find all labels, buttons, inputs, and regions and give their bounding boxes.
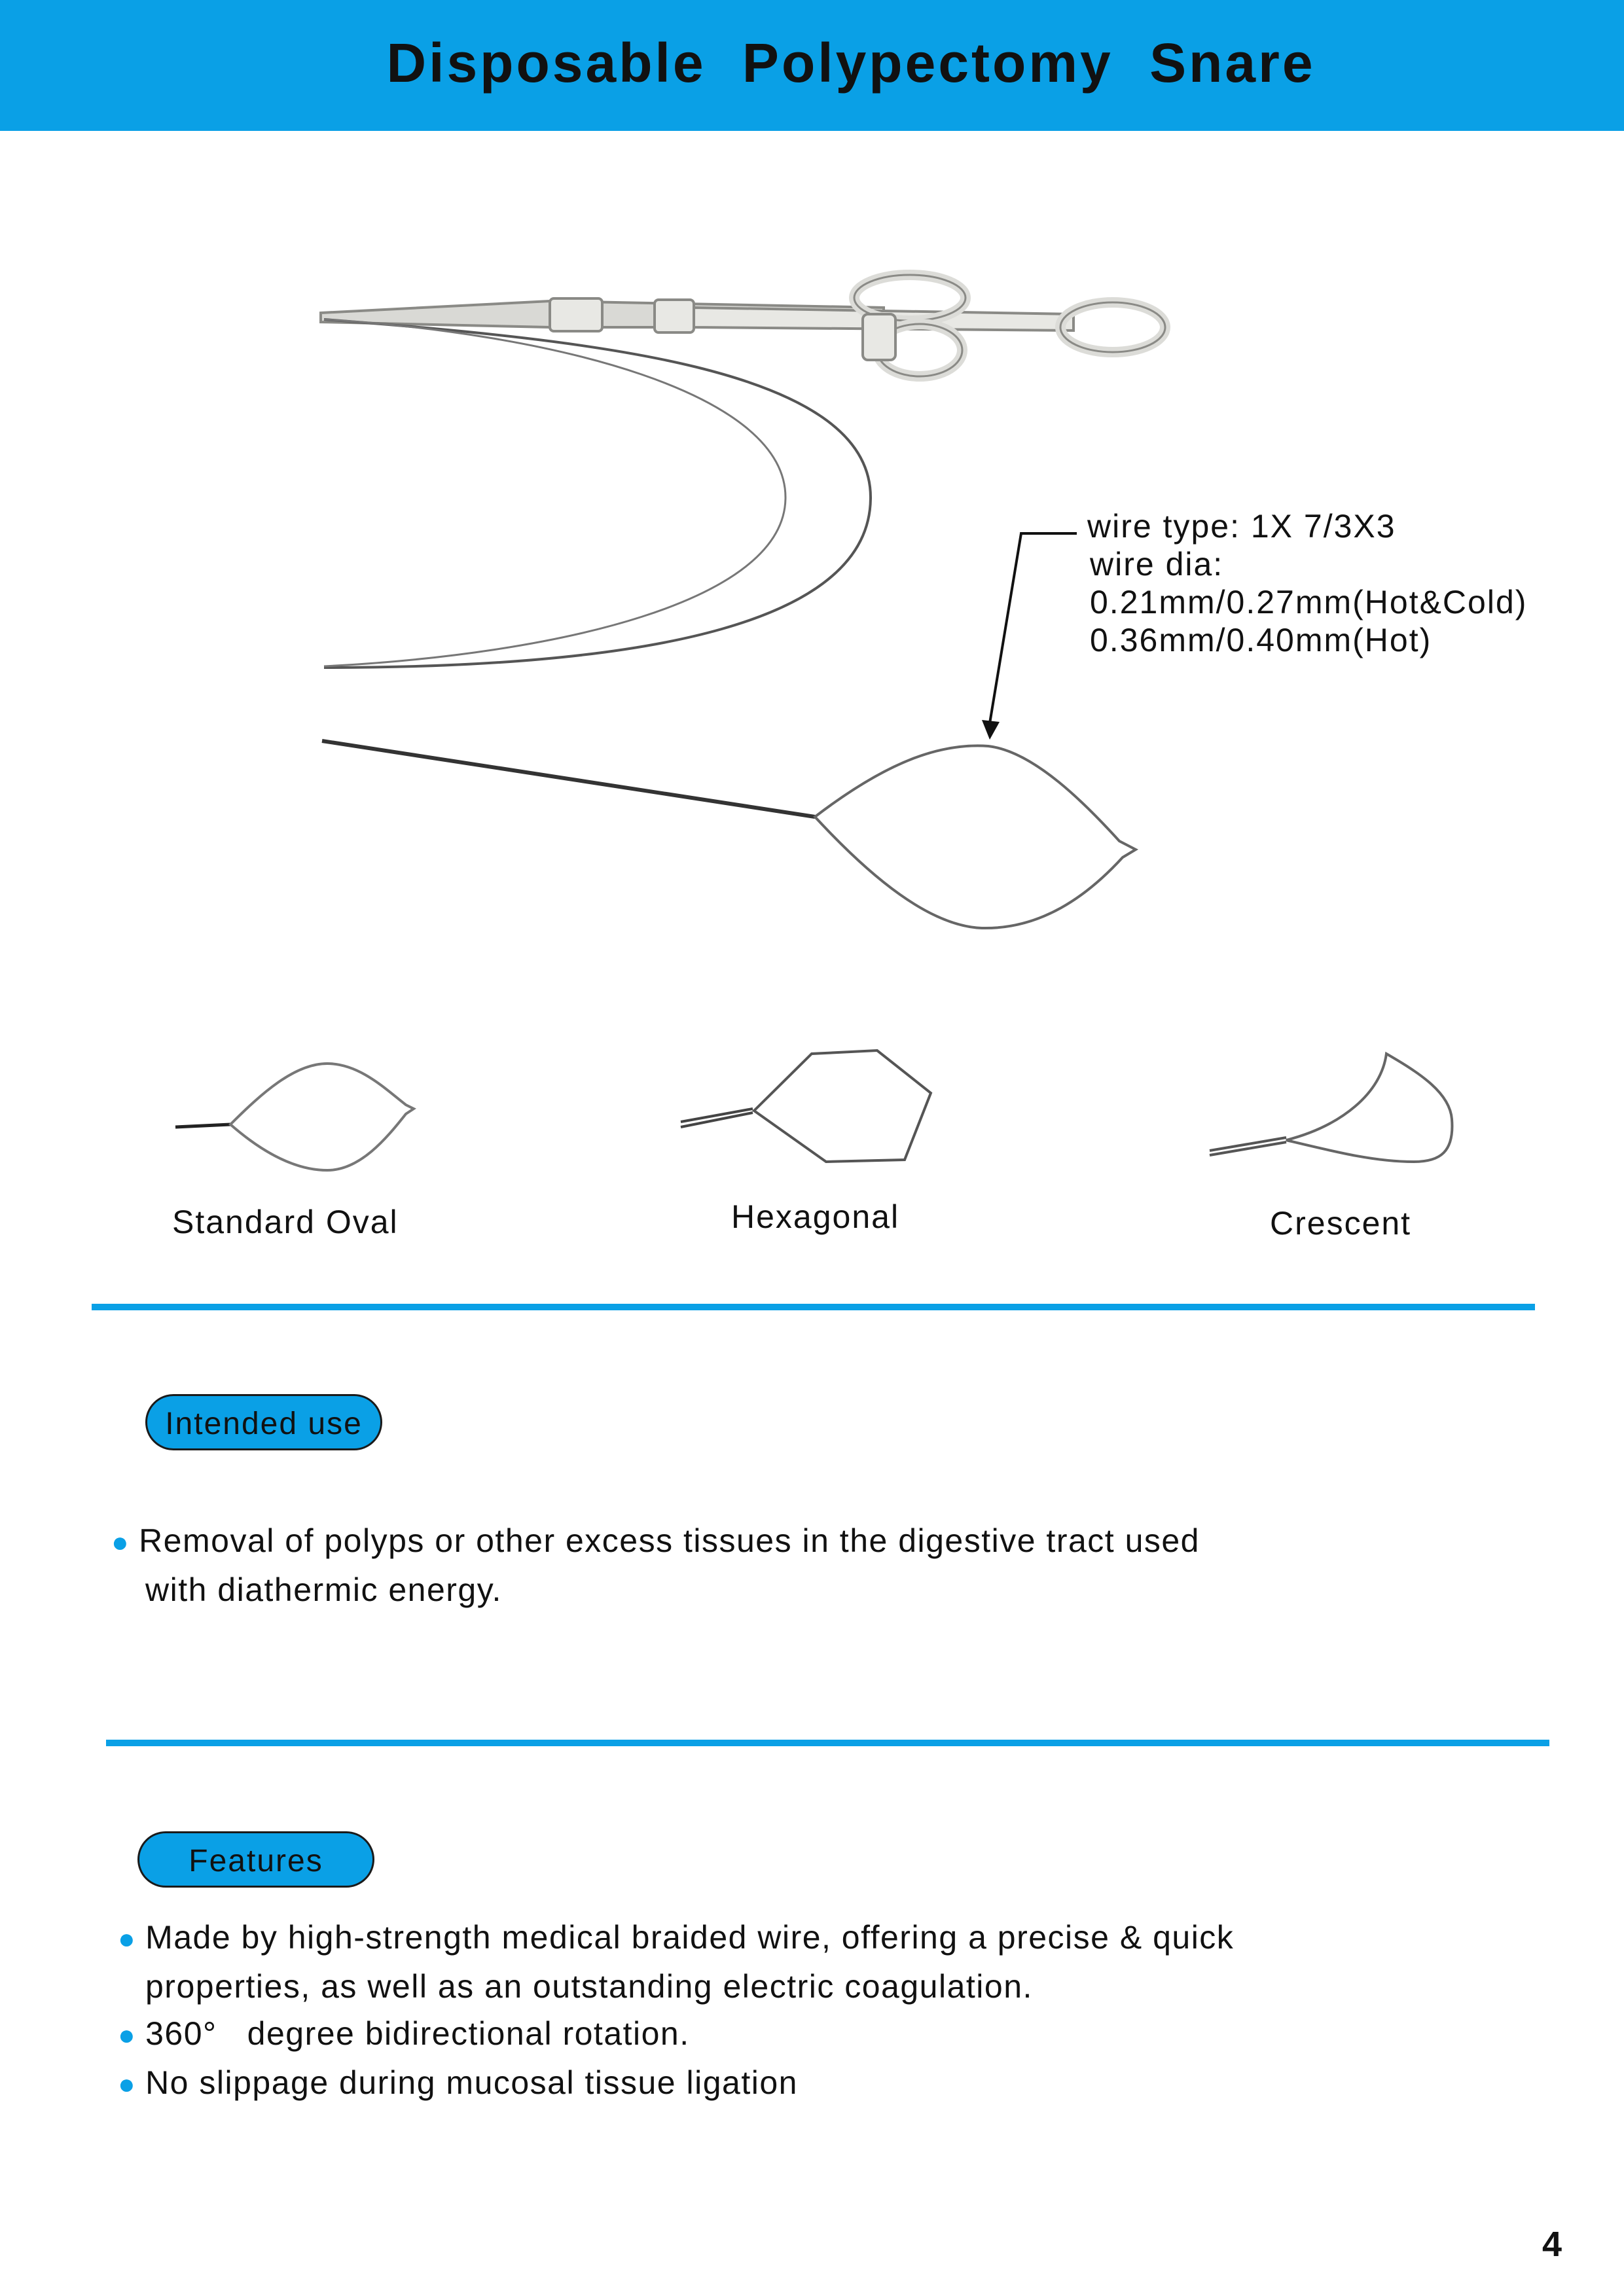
feature-line: Made by high-strength medical braided wire, offering a precise & quick [145,1919,1235,1956]
list-item [118,2010,1234,2059]
snare-handle-icon [321,275,1165,376]
sheath-outer-curve [324,319,871,668]
spec-wire-dia-label: wire dia: [1090,546,1224,583]
bullet-icon: ● [118,2068,137,2100]
bullet-icon: ● [118,2019,137,2051]
snare-loop-icon [815,745,1136,928]
page-number: 4 [1542,2225,1562,2264]
spec-wire-type: wire type: 1X 7/3X3 [1087,508,1396,545]
spec-arrow-icon [982,720,1000,740]
intended-use-heading: Intended use [145,1394,382,1450]
snare-wire-shaft [322,741,815,817]
shape-label-oval: Standard Oval [172,1204,399,1240]
intended-use-line: Removal of polyps or other excess tissues in the digestive tract used [139,1522,1200,1559]
spec-wire-dia-value-2: 0.36mm/0.40mm(Hot) [1090,622,1432,658]
intended-use-item [111,1517,1200,1613]
spec-wire-dia-value-1: 0.21mm/0.27mm(Hot&Cold) [1090,584,1528,620]
crescent-snare-icon [1210,1054,1452,1162]
hexagonal-snare-icon [681,1050,931,1162]
feature-line: properties, as well as an outstanding electric coagulation. [145,1968,1033,2005]
wire-spec [1087,507,1528,659]
oval-snare-icon [175,1064,414,1170]
list-item [118,2059,1234,2108]
shape-label-crescent: Crescent [1270,1205,1412,1242]
shape-label-hexagonal: Hexagonal [731,1198,900,1235]
bullet-icon: ● [111,1526,130,1558]
features-list [118,1914,1234,2108]
section-divider [106,1740,1549,1746]
bullet-icon: ● [118,1923,137,1955]
list-item [118,1914,1234,1963]
page-title: Disposable Polypectomy Snare [386,32,1316,94]
section-divider [92,1304,1535,1310]
intended-use-line: with diathermic energy. [145,1571,502,1608]
feature-line: No slippage during mucosal tissue ligation [145,2064,798,2101]
spec-leader-line [990,533,1077,723]
feature-line: 360° degree bidirectional rotation. [145,2015,690,2052]
features-heading: Features [137,1831,374,1888]
